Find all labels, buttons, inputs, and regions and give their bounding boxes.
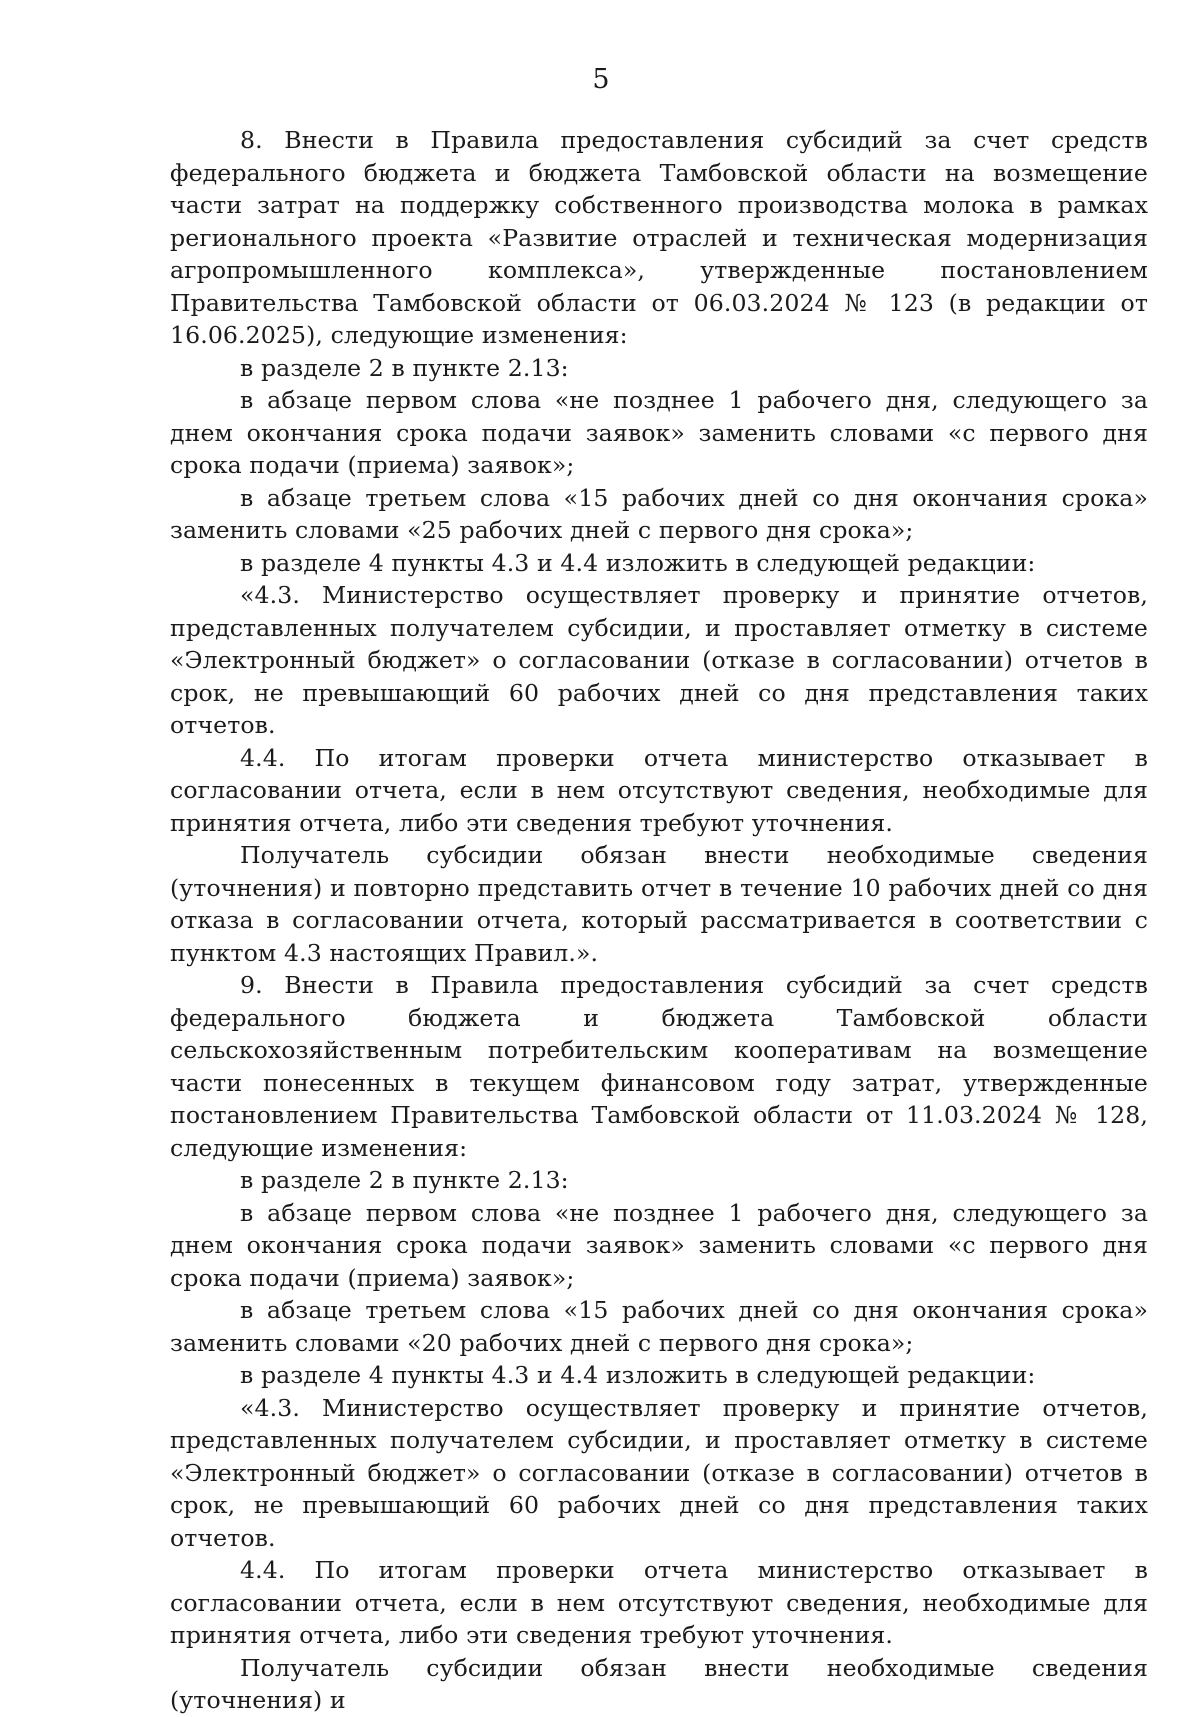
paragraph-section-2-intro: в разделе 2 в пункте 2.13: <box>240 353 569 382</box>
paragraph-clause-4-4: 4.4. По итогам проверки отчета министерство отказывает в согласовании отчета, если в нем отсутствуют сведения, необходимые для принятия отчета, либо эти сведения требуют уточнения. <box>170 1556 1148 1649</box>
paragraph-abzac-third: в абзаце третьем слова «15 рабочих дней со дня окончания срока» заменить словами «25 рабочих дней с первого дня срока»; <box>170 483 1148 544</box>
paragraph-recipient-obligation: Получатель субсидии обязан внести необходимые сведения (уточнения) и <box>170 1653 1148 1714</box>
paragraph-clause-4-3: «4.3. Министерство осуществляет проверку и принятие отчетов, представленных получателем субсидии, и проставляет отметку в системе «Электронный бюджет» о согласовании (отказе в согласовании) отчетов в срок, не превышающий 60 рабочих дней со дня представления таких отчетов. <box>170 1393 1148 1552</box>
paragraph-section-2-intro: в разделе 2 в пункте 2.13: <box>240 1166 569 1194</box>
paragraph-clause-4-4: 4.4. По итогам проверки отчета министерство отказывает в согласовании отчета, если в нем отсутствуют сведения, необходимые для принятия отчета, либо эти сведения требуют уточнения. <box>170 743 1148 837</box>
paragraph-clause-4-3: «4.3. Министерство осуществляет проверку и принятие отчетов, представленных получателем субсидии, и проставляет отметку в системе «Электронный бюджет» о согласовании (отказе в согласовании) отчетов в срок, не превышающий 60 рабочих дней со дня представления таких отчетов. <box>170 581 1148 739</box>
paragraph-section-4-intro: в разделе 4 пункты 4.3 и 4.4 изложить в следующей редакции: <box>240 1361 1036 1389</box>
document-body <box>170 124 1148 1717</box>
paragraph-item-9: 9. Внести в Правила предоставления субсидий за счет средств федерального бюджета и бюджета Тамбовской области сельскохозяйственным потребительским кооперативам на возмещение части понесенных в текущем финансовом году затрат, утвержденные постановлением Правительства Тамбовской области от 11.03.2024 № 128, следующие изменения: <box>170 971 1148 1162</box>
page-number: 5 <box>592 64 610 95</box>
paragraph-abzac-first: в абзаце первом слова «не позднее 1 рабочего дня, следующего за днем окончания срока подачи заявок» заменить словами «с первого дня срока подачи (приема) заявок»; <box>170 1198 1148 1292</box>
paragraph-section-4-intro: в разделе 4 пункты 4.3 и 4.4 изложить в следующей редакции: <box>240 548 1036 577</box>
paragraph-recipient-obligation: Получатель субсидии обязан внести необходимые сведения (уточнения) и повторно представить отчет в течение 10 рабочих дней со дня отказа в согласовании отчета, который рассматривается в соответствии с пунктом 4.3 настоящих Правил.». <box>170 841 1148 967</box>
paragraph-abzac-first: в абзаце первом слова «не позднее 1 рабочего дня, следующего за днем окончания срока подачи заявок» заменить словами «с первого дня срока подачи (приема) заявок»; <box>170 386 1148 479</box>
paragraph-item-8: 8. Внести в Правила предоставления субсидий за счет средств федерального бюджета и бюджета Тамбовской области на возмещение части затрат на поддержку собственного производства молока в рамках регионального проекта «Развитие отраслей и техническая модернизация агропромышленного комплекса», утвержденные постановлением Правительства Тамбовской области от 06.03.2024 № 123 (в редакции от 16.06.2025), следующие изменения: <box>170 126 1148 349</box>
paragraph-abzac-third: в абзаце третьем слова «15 рабочих дней со дня окончания срока» заменить словами «20 рабочих дней с первого дня срока»; <box>170 1296 1148 1357</box>
